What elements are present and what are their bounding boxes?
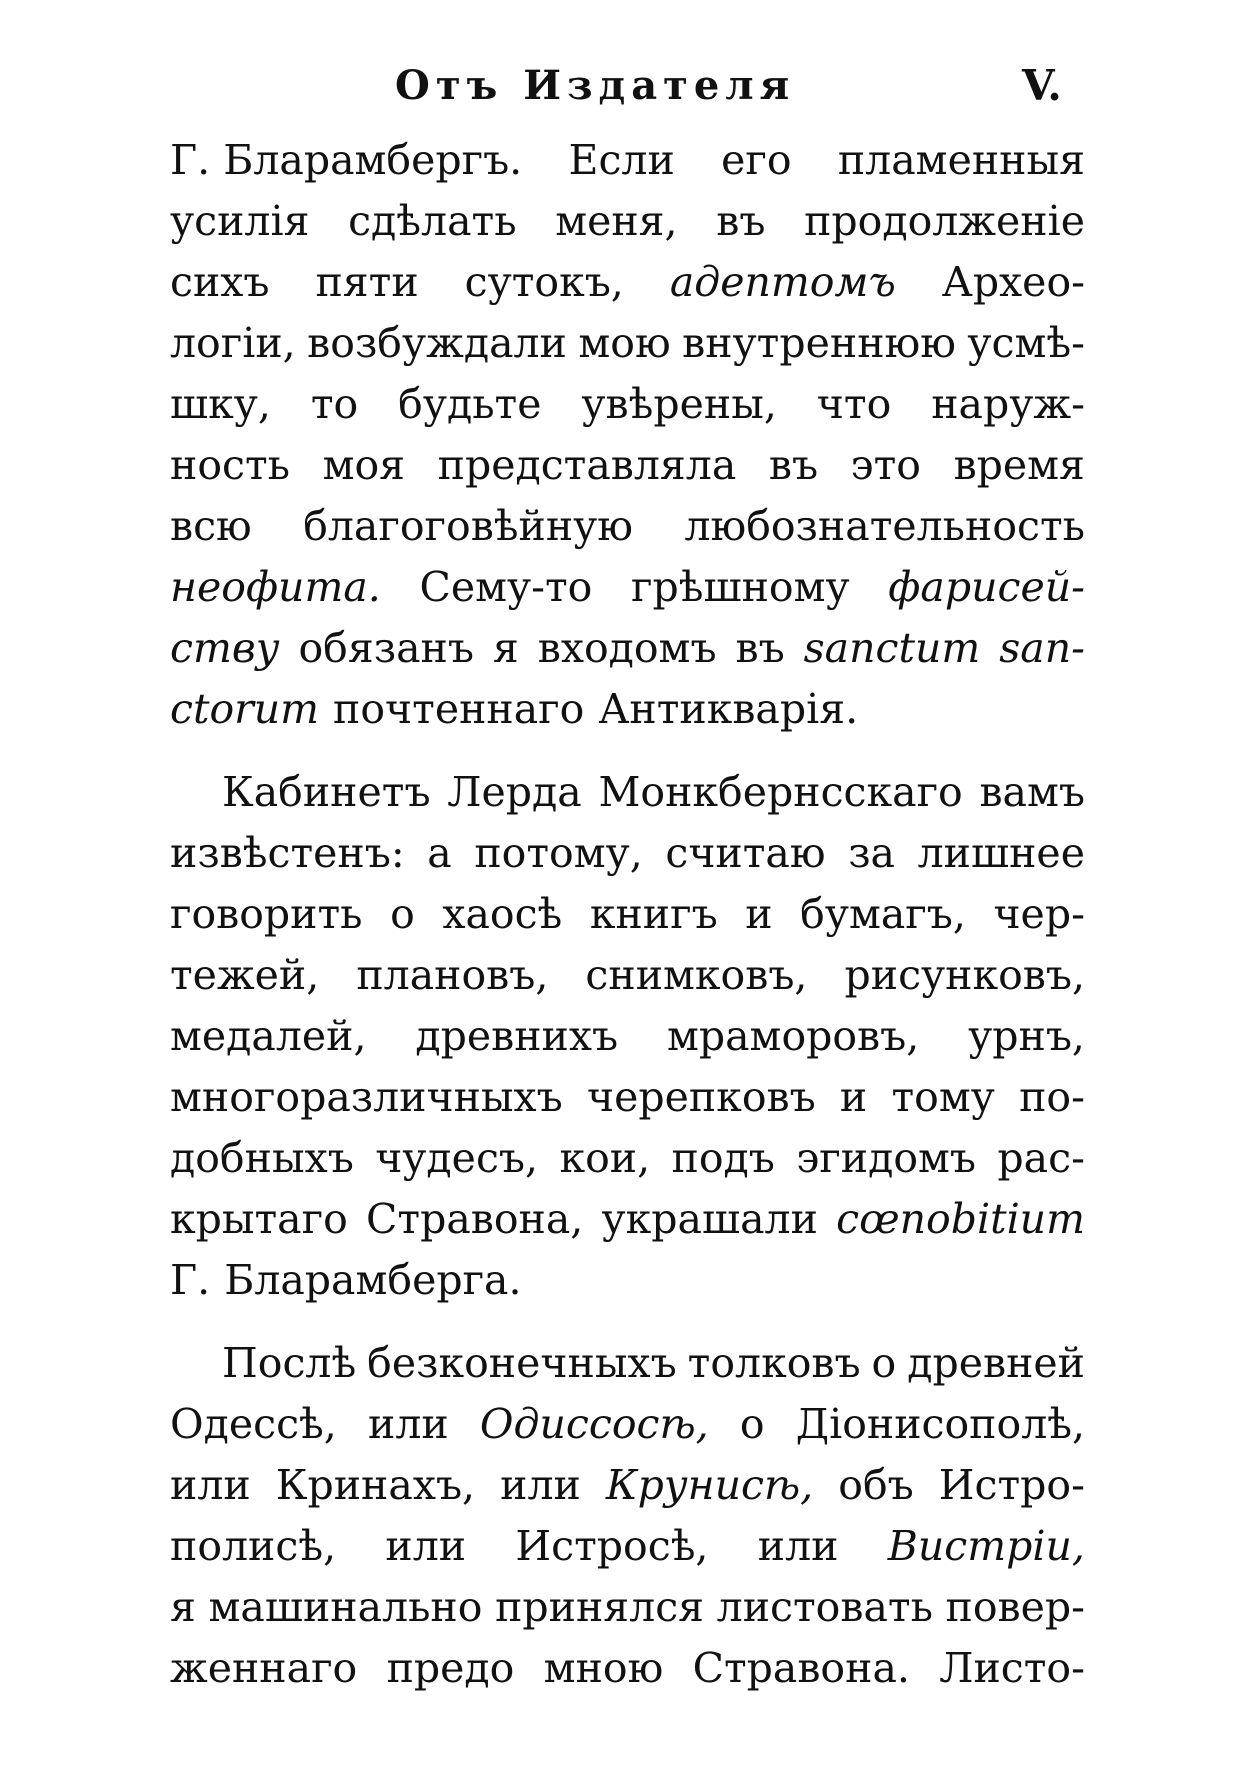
word: рас- [997, 1134, 1085, 1182]
text-line [170, 618, 1085, 679]
word: машинально [208, 1583, 483, 1631]
word: лишнее [917, 829, 1085, 877]
body-text [170, 130, 1085, 1699]
word: логіи, [170, 319, 296, 367]
word: возбуждали [307, 319, 567, 367]
word: Кабинетъ [222, 768, 431, 816]
word: входомъ [537, 624, 717, 672]
word: усмѣ- [967, 319, 1085, 367]
word: крытаго [170, 1195, 348, 1243]
word: безконечныхъ [367, 1339, 677, 1387]
text-line [170, 884, 1085, 945]
word: о [871, 1339, 897, 1387]
word: древнихъ [415, 1012, 619, 1060]
word: Г. Бларамбергъ. [170, 136, 523, 184]
word: о [739, 1400, 765, 1448]
word: предо [386, 1644, 515, 1692]
text-line [170, 496, 1085, 557]
word: тежей, [170, 951, 320, 999]
text-line [170, 1067, 1085, 1128]
word: Послѣ [222, 1339, 357, 1387]
word: листовать [716, 1583, 933, 1631]
word: Антикварія. [598, 685, 859, 733]
text-line [170, 313, 1085, 374]
word: ctorum [170, 685, 320, 733]
text-line [170, 1333, 1085, 1394]
word: его [721, 136, 792, 184]
word: Бларамберга. [224, 1256, 522, 1304]
word: адептомъ [669, 258, 896, 306]
word: толковъ [687, 1339, 861, 1387]
word: чудесъ, [375, 1134, 539, 1182]
word: то [310, 380, 359, 428]
word: книгъ [589, 890, 718, 938]
text-line [170, 252, 1085, 313]
word: Вистріи, [887, 1522, 1085, 1570]
text-line [170, 679, 1085, 740]
paragraph [170, 130, 1085, 740]
word: считаю [665, 829, 826, 877]
word: медалей, [170, 1012, 367, 1060]
word: въ [768, 441, 819, 489]
word: или [757, 1522, 839, 1570]
word: снимковъ, [585, 951, 808, 999]
word: Крунисѣ, [605, 1461, 814, 1509]
word: Монкбернсскаго [598, 768, 963, 816]
word: мраморовъ, [666, 1012, 920, 1060]
word: всю [170, 502, 252, 550]
word: въ [735, 624, 785, 672]
word: или [500, 1461, 581, 1509]
word: грѣшному [631, 563, 850, 611]
word: Листо- [939, 1644, 1085, 1692]
text-line [170, 557, 1085, 618]
word: Кринахъ, [275, 1461, 476, 1509]
word: кои, [559, 1134, 651, 1182]
word: подъ [671, 1134, 775, 1182]
word: Архео- [941, 258, 1085, 306]
word: обязанъ [298, 624, 474, 672]
word: рисунковъ, [844, 951, 1085, 999]
word: хаосѣ [442, 890, 563, 938]
word: я [170, 1583, 196, 1631]
text-line [170, 1455, 1085, 1516]
word: Стравона. [692, 1644, 910, 1692]
word: благоговѣйную [303, 502, 633, 550]
word: Стравона, [366, 1195, 584, 1243]
word: увѣрены, [581, 380, 777, 428]
word: говорить [170, 890, 363, 938]
word: пламенныя [837, 136, 1085, 184]
word: Если [568, 136, 675, 184]
word: Лерда [447, 768, 582, 816]
text-line [170, 191, 1085, 252]
running-title: Отъ Издателя [395, 62, 796, 109]
word: или [368, 1400, 449, 1448]
word: Одиссосѣ, [479, 1400, 709, 1448]
word: мою [578, 319, 671, 367]
word: по- [1019, 1073, 1085, 1121]
word: Г. [170, 1256, 211, 1304]
word: вамъ [979, 768, 1085, 816]
word: извѣстенъ: [170, 829, 405, 877]
paragraph [170, 762, 1085, 1311]
word: бумагъ, [800, 890, 966, 938]
word: сихъ [170, 258, 270, 306]
word: полисѣ, [170, 1522, 337, 1570]
word: пяти [315, 258, 419, 306]
word: Истросѣ, [515, 1522, 709, 1570]
text-line [170, 374, 1085, 435]
word: черепковъ [587, 1073, 816, 1121]
word: любознательность [684, 502, 1085, 550]
word: плановъ, [356, 951, 549, 999]
word: и [839, 1073, 868, 1121]
text-line [170, 130, 1085, 191]
word: что [816, 380, 892, 428]
word: Діонисополѣ, [795, 1400, 1085, 1448]
word: повер- [945, 1583, 1085, 1631]
word: мною [543, 1644, 664, 1692]
text-line [170, 1250, 1085, 1311]
word: объ [838, 1461, 914, 1509]
text-line [170, 1394, 1085, 1455]
word: потому, [474, 829, 643, 877]
word: будьте [398, 380, 542, 428]
word: добныхъ [170, 1134, 354, 1182]
text-line [170, 1638, 1085, 1699]
word: продолженіе [804, 197, 1085, 245]
text-line [170, 1516, 1085, 1577]
word: усилія [170, 197, 310, 245]
word: cœnobitium [836, 1195, 1085, 1243]
word: ству [170, 624, 280, 672]
text-line [170, 762, 1085, 823]
word: женнаго [170, 1644, 358, 1692]
text-line [170, 1006, 1085, 1067]
word: многоразличныхъ [170, 1073, 563, 1121]
word: эгидомъ [796, 1134, 976, 1182]
word: фарисей- [888, 563, 1085, 611]
word: сутокъ, [464, 258, 624, 306]
text-line [170, 823, 1085, 884]
word: Сему-то [419, 563, 593, 611]
word: время [953, 441, 1085, 489]
word: представляла [437, 441, 737, 489]
word: древней [907, 1339, 1085, 1387]
text-line [170, 1189, 1085, 1250]
word: сдѣлать [348, 197, 517, 245]
word: Одессѣ, [170, 1400, 337, 1448]
word: о [390, 890, 415, 938]
paragraph [170, 1333, 1085, 1699]
word: san- [999, 624, 1085, 672]
word: sanctum [803, 624, 981, 672]
word: а [427, 829, 452, 877]
word: чер- [993, 890, 1085, 938]
text-line [170, 435, 1085, 496]
word: я [492, 624, 519, 672]
word: это [850, 441, 921, 489]
word: тому [891, 1073, 995, 1121]
word: и [745, 890, 773, 938]
text-line [170, 1577, 1085, 1638]
word: или [385, 1522, 467, 1570]
word: украшали [601, 1195, 818, 1243]
word: въ [716, 197, 766, 245]
word: или [170, 1461, 251, 1509]
word: Истро- [938, 1461, 1085, 1509]
word: за [848, 829, 895, 877]
word: моя [322, 441, 406, 489]
word: внутреннюю [682, 319, 956, 367]
word: меня, [555, 197, 678, 245]
word: шку, [170, 380, 271, 428]
word: принялся [495, 1583, 705, 1631]
page-number: V. [1022, 61, 1062, 110]
paragraph-gap [170, 740, 1085, 762]
text-line [170, 1128, 1085, 1189]
word: наруж- [931, 380, 1085, 428]
text-line [170, 945, 1085, 1006]
word: неофита. [170, 563, 381, 611]
paragraph-gap [170, 1311, 1085, 1333]
word: урнъ, [968, 1012, 1085, 1060]
word: почтеннаго [333, 685, 585, 733]
word: ность [170, 441, 290, 489]
